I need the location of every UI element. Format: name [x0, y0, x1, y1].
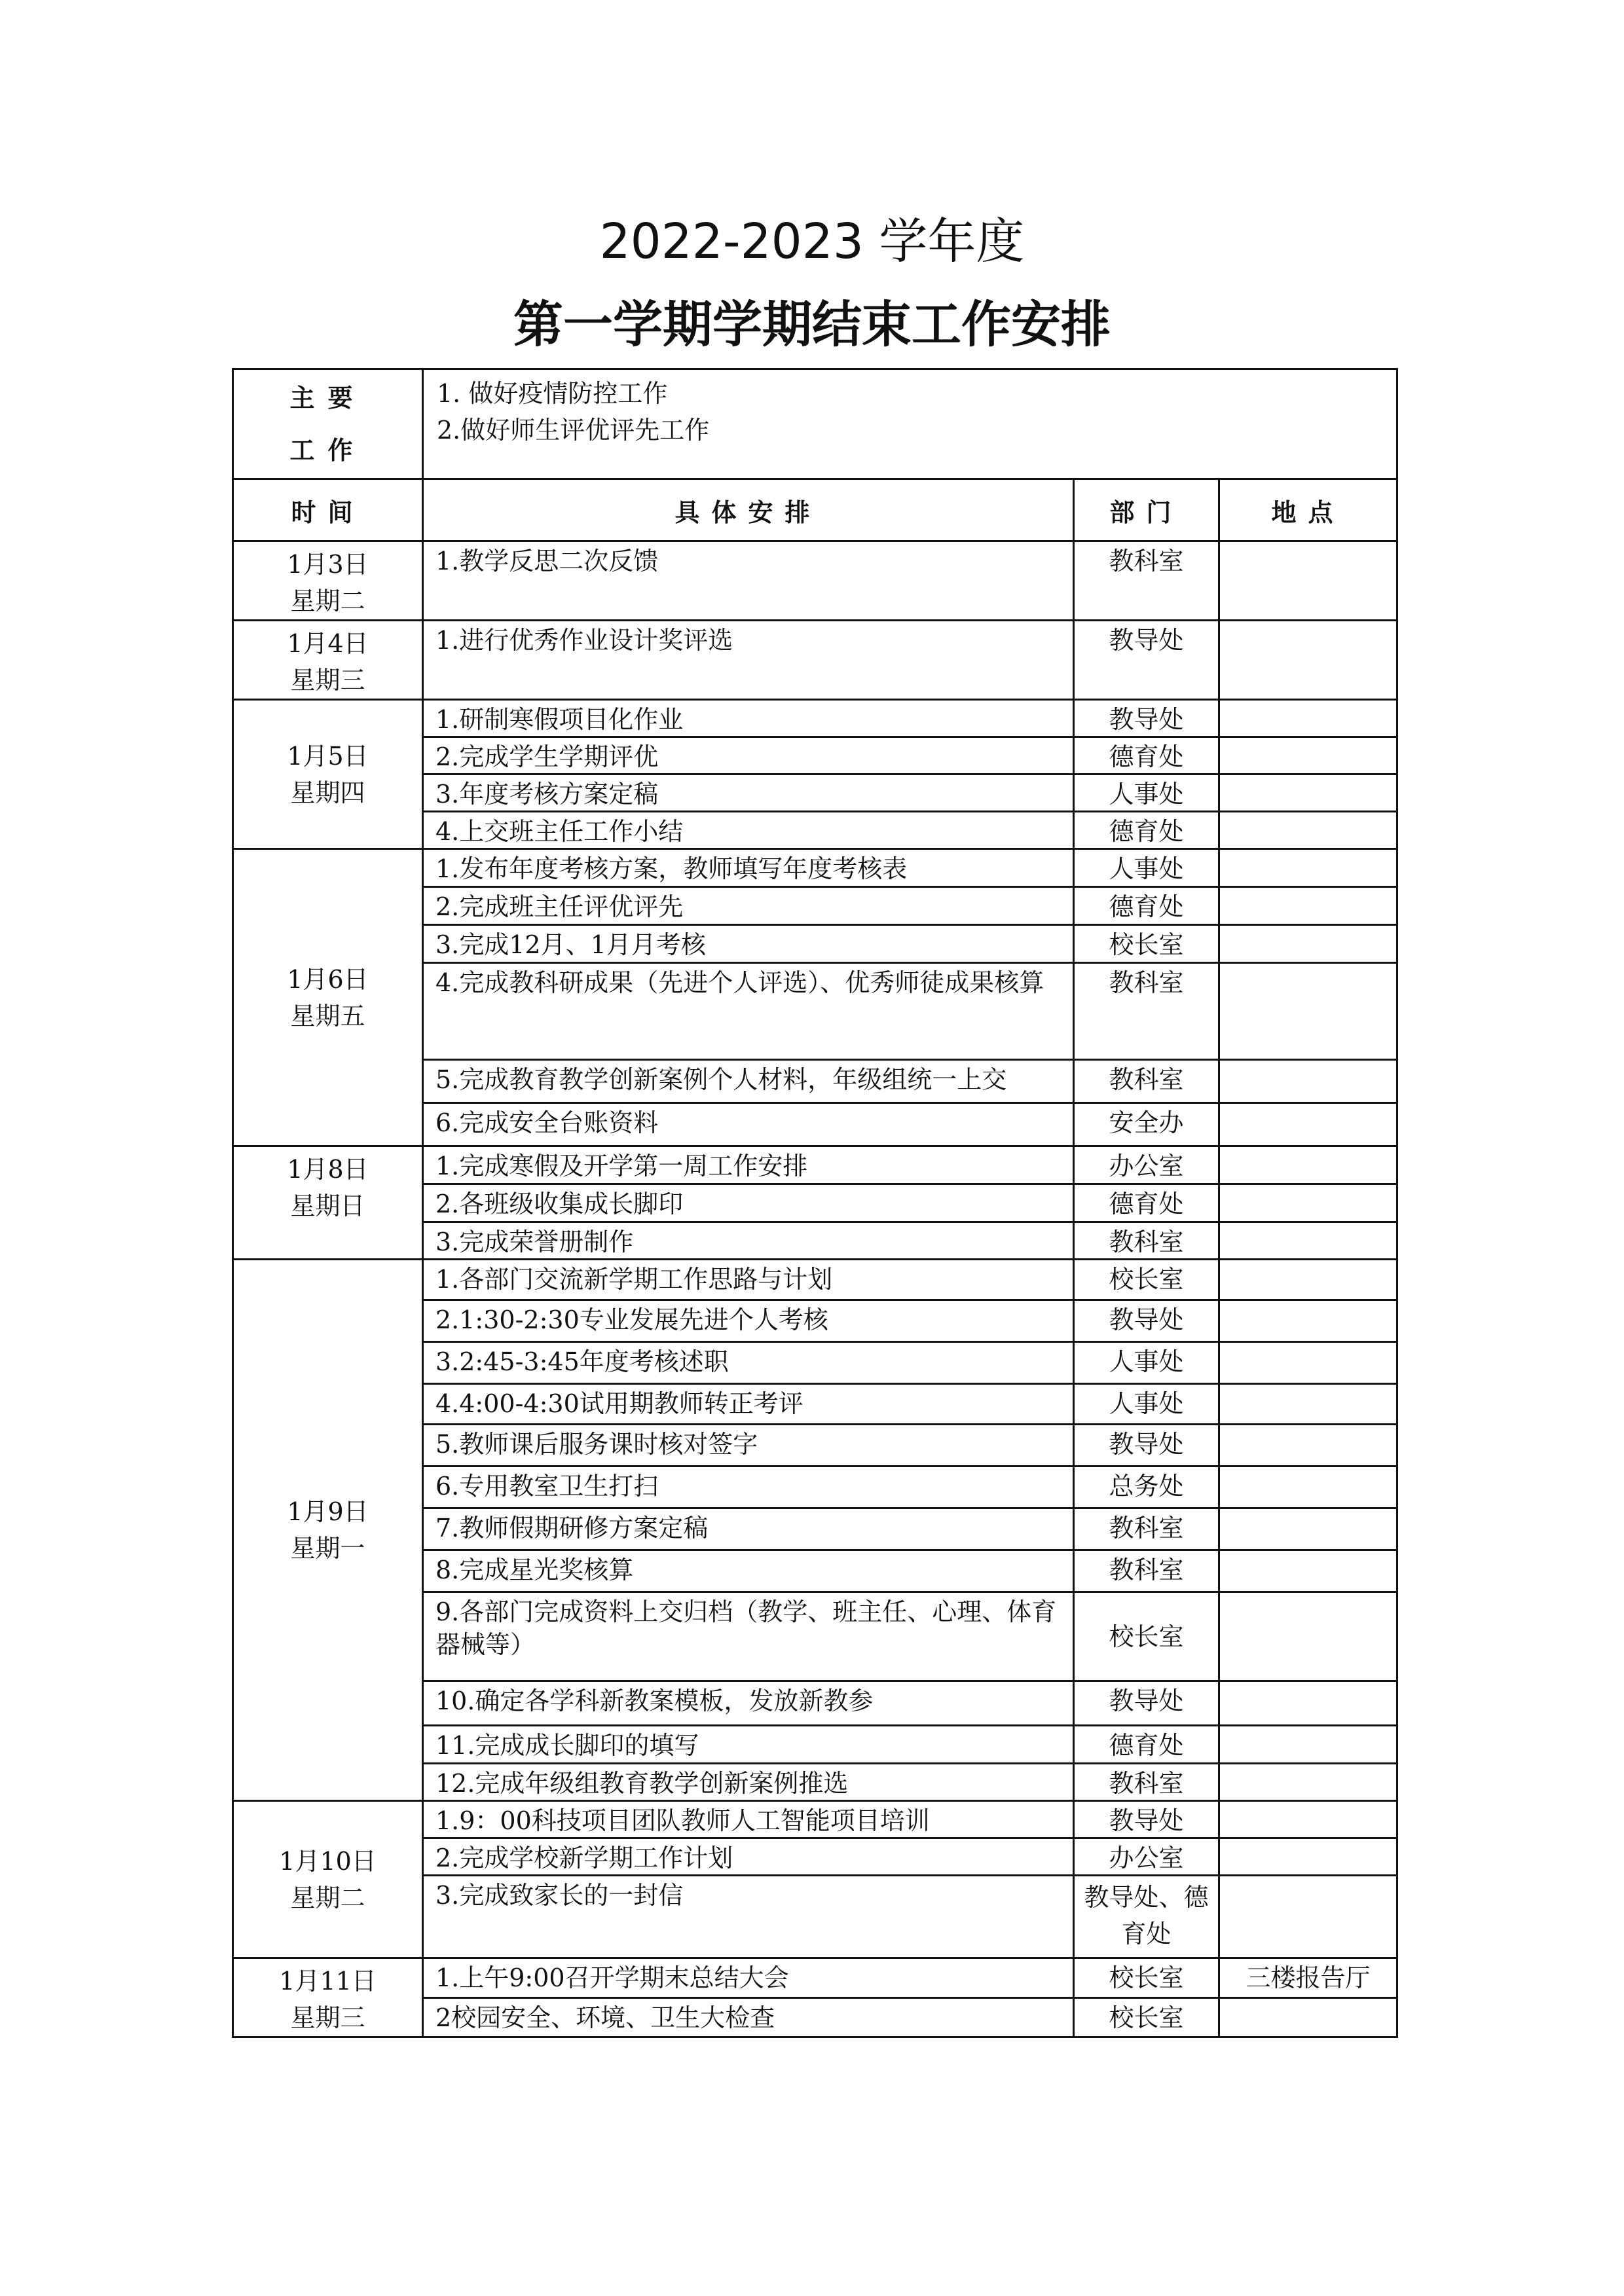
main-work-item-2: 2.做好师生评优评先工作	[437, 416, 710, 445]
department-cell: 教科室	[1074, 1764, 1219, 1801]
task-cell: 1.研制寒假项目化作业	[423, 700, 1074, 737]
location-cell	[1219, 1184, 1397, 1222]
task-cell: 2.完成学校新学期工作计划	[423, 1838, 1074, 1876]
location-cell	[1219, 1384, 1397, 1425]
location-cell	[1219, 700, 1397, 737]
department-cell: 办公室	[1074, 1838, 1219, 1876]
weekday-text: 星期五	[290, 1001, 365, 1030]
weekday-text: 星期三	[290, 666, 365, 695]
location-cell	[1219, 1060, 1397, 1103]
weekday-text: 星期一	[290, 1534, 365, 1563]
header-department: 部门	[1074, 479, 1219, 541]
location-cell	[1219, 1681, 1397, 1726]
department-cell: 教导处	[1074, 1300, 1219, 1342]
task-cell: 4.上交班主任工作小结	[423, 812, 1074, 849]
department-cell: 总务处	[1074, 1467, 1219, 1508]
department-cell: 教科室	[1074, 541, 1219, 621]
location-cell	[1219, 1550, 1397, 1592]
location-cell	[1219, 1103, 1397, 1146]
task-cell: 1.各部门交流新学期工作思路与计划	[423, 1260, 1074, 1300]
location-cell	[1219, 963, 1397, 1060]
document-title-line1: 2022-2023 学年度	[599, 213, 1025, 270]
table-row	[233, 1801, 1397, 1838]
task-cell: 2校园安全、环境、卫生大检查	[423, 1997, 1074, 2037]
location-cell	[1219, 541, 1397, 621]
task-cell: 2.完成班主任评优评先	[423, 887, 1074, 925]
table-row	[233, 621, 1397, 700]
task-cell: 1.发布年度考核方案，教师填写年度考核表	[423, 849, 1074, 887]
location-cell	[1219, 1764, 1397, 1801]
location-cell	[1219, 1997, 1397, 2037]
task-cell: 6.专用教室卫生打扫	[423, 1467, 1074, 1508]
weekday-text: 星期二	[290, 587, 365, 615]
date-cell	[233, 1958, 423, 2037]
department-cell: 校长室	[1074, 1592, 1219, 1681]
department-cell: 办公室	[1074, 1146, 1219, 1184]
department-cell: 教导处	[1074, 1681, 1219, 1726]
department-cell: 德育处	[1074, 1726, 1219, 1764]
date-text: 1月10日	[279, 1846, 377, 1876]
location-cell	[1219, 1467, 1397, 1508]
date-text: 1月9日	[287, 1497, 369, 1526]
department-cell: 德育处	[1074, 737, 1219, 774]
task-cell: 6.完成安全台账资料	[423, 1103, 1074, 1146]
department-cell: 教导处	[1074, 621, 1219, 700]
main-work-row	[233, 369, 1397, 479]
header-time: 时间	[233, 479, 423, 541]
task-cell: 5.教师课后服务课时核对签字	[423, 1425, 1074, 1467]
date-cell	[233, 849, 423, 1146]
location-cell	[1219, 737, 1397, 774]
task-cell: 1.9：00科技项目团队教师人工智能项目培训	[423, 1801, 1074, 1838]
location-cell	[1219, 1801, 1397, 1838]
date-cell	[233, 621, 423, 700]
department-cell: 教导处	[1074, 1801, 1219, 1838]
location-cell	[1219, 1876, 1397, 1958]
location-cell	[1219, 1260, 1397, 1300]
department-cell: 安全办	[1074, 1103, 1219, 1146]
date-cell	[233, 1801, 423, 1958]
weekday-text: 星期三	[290, 2003, 365, 2032]
location-cell	[1219, 1146, 1397, 1184]
date-cell	[233, 1260, 423, 1801]
department-cell: 人事处	[1074, 849, 1219, 887]
department-cell: 校长室	[1074, 1260, 1219, 1300]
main-work-label	[233, 369, 423, 479]
main-work-label-line1: 主要	[289, 383, 366, 412]
department-cell: 人事处	[1074, 1384, 1219, 1425]
date-text: 1月11日	[279, 1967, 377, 1995]
task-cell: 4.4:00-4:30试用期教师转正考评	[423, 1384, 1074, 1425]
location-cell	[1219, 1425, 1397, 1467]
date-text: 1月8日	[287, 1155, 369, 1184]
main-work-label-line2: 工作	[289, 435, 366, 465]
task-cell: 3.2:45-3:45年度考核述职	[423, 1342, 1074, 1384]
department-cell: 教科室	[1074, 1222, 1219, 1260]
location-cell	[1219, 1222, 1397, 1260]
task-cell: 11.完成成长脚印的填写	[423, 1726, 1074, 1764]
department-cell: 教科室	[1074, 1060, 1219, 1103]
location-cell: 三楼报告厅	[1219, 1958, 1397, 1998]
date-cell	[233, 1146, 423, 1260]
department-cell: 教导处、德育处	[1074, 1876, 1219, 1958]
table-row	[233, 541, 1397, 621]
task-cell: 1.完成寒假及开学第一周工作安排	[423, 1146, 1074, 1184]
task-cell: 12.完成年级组教育教学创新案例推选	[423, 1764, 1074, 1801]
date-text: 1月5日	[287, 741, 369, 771]
task-cell: 5.完成教育教学创新案例个人材料，年级组统一上交	[423, 1060, 1074, 1103]
location-cell	[1219, 1508, 1397, 1550]
task-cell: 1.进行优秀作业设计奖评选	[423, 621, 1074, 700]
task-cell: 4.完成教科研成果（先进个人评选）、优秀师徒成果核算	[423, 963, 1074, 1060]
department-cell: 德育处	[1074, 1184, 1219, 1222]
department-cell: 教导处	[1074, 700, 1219, 737]
task-cell: 8.完成星光奖核算	[423, 1550, 1074, 1592]
date-text: 1月4日	[287, 629, 369, 658]
task-cell: 3.完成12月、1月月考核	[423, 925, 1074, 963]
main-work-item-1: 1. 做好疫情防控工作	[437, 379, 668, 408]
task-cell: 3.完成致家长的一封信	[423, 1876, 1074, 1958]
department-cell: 德育处	[1074, 812, 1219, 849]
schedule-table	[232, 368, 1398, 2038]
task-cell: 9.各部门完成资料上交归档（教学、班主任、心理、体育器械等）	[423, 1592, 1074, 1681]
table-row	[233, 1146, 1397, 1184]
task-cell: 2.各班级收集成长脚印	[423, 1184, 1074, 1222]
date-cell	[233, 700, 423, 849]
header-arrangement: 具体安排	[423, 479, 1074, 541]
table-row	[233, 1260, 1397, 1300]
department-cell: 教科室	[1074, 1550, 1219, 1592]
department-cell: 教科室	[1074, 963, 1219, 1060]
location-cell	[1219, 812, 1397, 849]
date-cell	[233, 541, 423, 621]
task-cell: 1.上午9:00召开学期末总结大会	[423, 1958, 1074, 1998]
table-row	[233, 849, 1397, 887]
table-row	[233, 700, 1397, 737]
location-cell	[1219, 925, 1397, 963]
main-work-items	[423, 369, 1397, 479]
task-cell: 7.教师假期研修方案定稿	[423, 1508, 1074, 1550]
schedule-table-body	[233, 369, 1397, 2037]
department-cell: 校长室	[1074, 1997, 1219, 2037]
document-title-line2: 第一学期学期结束工作安排	[513, 295, 1111, 354]
location-cell	[1219, 849, 1397, 887]
location-cell	[1219, 1342, 1397, 1384]
location-cell	[1219, 1726, 1397, 1764]
date-text: 1月3日	[287, 550, 369, 579]
task-cell: 1.教学反思二次反馈	[423, 541, 1074, 621]
department-cell: 教导处	[1074, 1425, 1219, 1467]
task-cell: 2.完成学生学期评优	[423, 737, 1074, 774]
department-cell: 教科室	[1074, 1508, 1219, 1550]
weekday-text: 星期四	[290, 778, 365, 807]
weekday-text: 星期日	[290, 1192, 365, 1220]
weekday-text: 星期二	[290, 1883, 365, 1912]
department-cell: 校长室	[1074, 1958, 1219, 1998]
task-cell: 3.年度考核方案定稿	[423, 774, 1074, 812]
task-cell: 3.完成荣誉册制作	[423, 1222, 1074, 1260]
task-cell: 10.确定各学科新教案模板，发放新教参	[423, 1681, 1074, 1726]
location-cell	[1219, 1592, 1397, 1681]
header-location: 地点	[1219, 479, 1397, 541]
table-row	[233, 1958, 1397, 1998]
location-cell	[1219, 774, 1397, 812]
department-cell: 人事处	[1074, 1342, 1219, 1384]
department-cell: 人事处	[1074, 774, 1219, 812]
location-cell	[1219, 887, 1397, 925]
department-cell: 德育处	[1074, 887, 1219, 925]
date-text: 1月6日	[287, 964, 369, 994]
department-cell: 校长室	[1074, 925, 1219, 963]
header-row	[233, 479, 1397, 541]
task-cell: 2.1:30-2:30专业发展先进个人考核	[423, 1300, 1074, 1342]
location-cell	[1219, 1838, 1397, 1876]
location-cell	[1219, 621, 1397, 700]
location-cell	[1219, 1300, 1397, 1342]
